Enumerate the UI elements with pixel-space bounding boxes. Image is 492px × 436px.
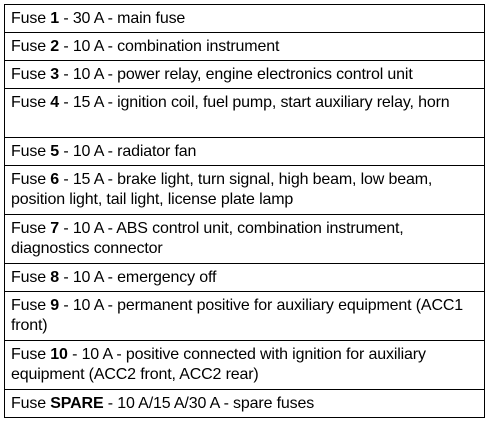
fuse-separator: - <box>67 346 82 363</box>
fuse-separator: - <box>59 10 73 27</box>
fuse-prefix: Fuse <box>11 269 51 286</box>
fuse-row-10 <box>5 341 485 390</box>
fuse-description: - emergency off <box>103 269 217 286</box>
fuse-prefix: Fuse <box>11 297 51 314</box>
fuse-prefix: Fuse <box>11 395 51 412</box>
fuse-table <box>4 4 485 418</box>
fuse-separator: - <box>59 66 73 83</box>
fuse-description: - positive connected with ignition for auxiliary equipment (ACC2 front, ACC2 rear) <box>11 346 426 383</box>
fuse-separator: - <box>59 143 73 160</box>
fuse-description: - ignition coil, fuel pump, start auxiliary relay, horn <box>103 94 450 111</box>
fuse-cell <box>5 89 485 138</box>
fuse-separator: - <box>59 297 73 314</box>
fuse-description: - ABS control unit, combination instrument, diagnostics connector <box>11 220 404 257</box>
fuse-rating: 30 A <box>72 10 104 27</box>
fuse-cell <box>5 33 485 61</box>
fuse-prefix: Fuse <box>11 94 51 111</box>
fuse-separator: - <box>59 269 73 286</box>
fuse-rating: 10 A <box>72 297 104 314</box>
fuse-rating: 10 A <box>72 143 104 160</box>
fuse-row-spare <box>5 390 485 418</box>
fuse-rating: 10 A <box>72 220 104 237</box>
fuse-number: 1 <box>50 10 60 27</box>
fuse-row-8 <box>5 264 485 292</box>
fuse-number: 2 <box>50 38 60 55</box>
fuse-cell <box>5 166 485 215</box>
fuse-row-5 <box>5 138 485 166</box>
fuse-prefix: Fuse <box>11 66 51 83</box>
fuse-number: SPARE <box>50 395 104 412</box>
fuse-separator: - <box>59 94 73 111</box>
fuse-cell <box>5 138 485 166</box>
fuse-cell <box>5 292 485 341</box>
fuse-number: 6 <box>50 171 60 188</box>
fuse-prefix: Fuse <box>11 38 51 55</box>
fuse-number: 10 <box>50 346 68 363</box>
fuse-rating: 10 A <box>72 269 104 286</box>
fuse-prefix: Fuse <box>11 346 51 363</box>
fuse-row-4 <box>5 89 485 138</box>
fuse-row-3 <box>5 61 485 89</box>
fuse-cell <box>5 264 485 292</box>
fuse-prefix: Fuse <box>11 171 51 188</box>
fuse-separator: - <box>103 395 118 412</box>
fuse-prefix: Fuse <box>11 220 51 237</box>
fuse-cell <box>5 61 485 89</box>
fuse-description: - spare fuses <box>219 395 315 412</box>
fuse-description: - radiator fan <box>103 143 197 160</box>
fuse-cell <box>5 341 485 390</box>
fuse-description: - permanent positive for auxiliary equipment (ACC1 front) <box>11 297 463 334</box>
fuse-number: 5 <box>50 143 60 160</box>
fuse-row-1 <box>5 5 485 33</box>
fuse-row-9 <box>5 292 485 341</box>
fuse-row-6 <box>5 166 485 215</box>
fuse-rating: 10 A <box>72 66 104 83</box>
fuse-rating: 10 A <box>81 346 113 363</box>
fuse-rating: 10 A/15 A/30 A <box>117 395 220 412</box>
fuse-separator: - <box>59 220 73 237</box>
fuse-prefix: Fuse <box>11 143 51 160</box>
fuse-prefix: Fuse <box>11 10 51 27</box>
fuse-rating: 10 A <box>72 38 104 55</box>
fuse-rating: 15 A <box>72 171 104 188</box>
fuse-cell <box>5 390 485 418</box>
fuse-rating: 15 A <box>72 94 104 111</box>
fuse-number: 9 <box>50 297 60 314</box>
fuse-description: - main fuse <box>103 10 186 27</box>
fuse-row-2 <box>5 33 485 61</box>
fuse-description: - combination instrument <box>103 38 280 55</box>
fuse-cell <box>5 5 485 33</box>
fuse-separator: - <box>59 38 73 55</box>
fuse-cell <box>5 215 485 264</box>
fuse-description: - brake light, turn signal, high beam, low beam, position light, tail light, license plate lamp <box>11 171 433 208</box>
fuse-row-7 <box>5 215 485 264</box>
fuse-number: 4 <box>50 94 60 111</box>
fuse-separator: - <box>59 171 73 188</box>
fuse-number: 3 <box>50 66 60 83</box>
fuse-number: 7 <box>50 220 60 237</box>
fuse-number: 8 <box>50 269 60 286</box>
fuse-description: - power relay, engine electronics control unit <box>103 66 413 83</box>
